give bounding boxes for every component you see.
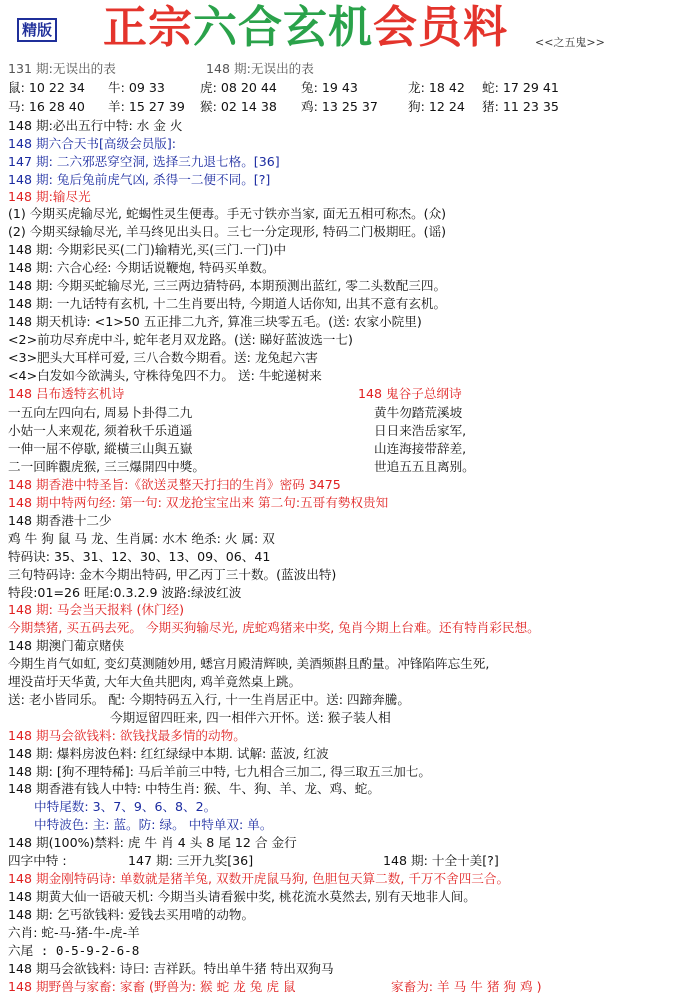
wave-color-line: 148 期: 爆料房波色料: 红红绿绿中本期. 试解: 蓝波, 红波 — [8, 746, 329, 761]
zodiac-rabbit: 兔: 19 43 — [301, 80, 358, 95]
beggar-line: 148 期: 乞丐欲钱料: 爱钱去买用啃的动物。 — [8, 907, 255, 922]
segment-tail-wave: 特段:01=26 旺尾:0.3.2.9 波路:绿波红波 — [8, 585, 242, 600]
beasts-line: 148 期野兽与家畜: 家畜 (野兽为: 猴 蛇 龙 兔 虎 鼠 — [8, 979, 296, 994]
macau-verse-3: 送: 老小皆同乐。 配: 今期特码五入行, 十一生肖居正中。送: 四蹄奔騰。 — [8, 692, 410, 707]
four-char-label: 四字中特 : — [8, 853, 67, 868]
poem-row-3 — [8, 439, 688, 459]
lvbu-poem-line-2: 小姑一人来观花, 须着秋千乐逍遥 — [8, 423, 193, 438]
wong-tai-sin-line: 148 期黄大仙一语破天机: 今期当头请看猴中奖, 桃花流水莫然去, 别有天地非人间。 — [8, 889, 476, 904]
header — [0, 0, 690, 58]
goubuli-line: 148 期: [狗不理特稀]: 马后羊前三中特, 七九相合三加二, 得三取五三加七。 — [8, 764, 431, 779]
beasts-livestock-row — [8, 977, 688, 997]
six-zodiac-line: 六肖: 蛇-马-猪-牛-虎-羊 — [8, 925, 140, 940]
jockey-club-heading: 148 期: 马会当天报料 (休门经) — [8, 602, 185, 617]
heaven-book-147: 147 期: 二六邪恶穿空洞, 选择三九退七格。[36] — [8, 154, 280, 169]
jockey-club-text: 今期禁猪, 买五码去死。 今期买狗输尽光, 虎蛇鸡猪来中奖, 兔肖今期上台难。还有特肖彩民想。 — [8, 620, 540, 635]
page-title — [103, 2, 508, 54]
table-header-row — [8, 59, 688, 79]
tail-numbers-line: 中特尾数: 3、7、9、6、8、2。 — [34, 799, 217, 814]
title-part-2: 六合玄机 — [193, 2, 373, 53]
macau-verse-4: 今期逗留四旺来, 四一相伴六开怀。送: 猴子装人相 — [110, 710, 391, 725]
macau-verse-1: 今期生肖气如虹, 变幻莫测随妙用, 蟋宫月殿清辉映, 美酒频斟且酌量。冲锋陷阵忘生死, — [8, 656, 490, 671]
zodiac-horse: 马: 16 28 40 — [8, 99, 85, 114]
hk-twelve-zodiac: 鸡 牛 狗 鼠 马 龙、生肖属: 水木 绝杀: 火 属: 双 — [8, 531, 275, 546]
snake-lose-line: 148 期: 今期买蛇输尽光, 三三两边猜特码, 本期预测出蓝红, 零二头数配三四。 — [8, 278, 447, 293]
lvbu-poem-line-3: 一伸一屈不停歇, 縱橫三山與五嶽 — [8, 441, 193, 456]
guiguzi-poem-line-1: 黄牛勿踏荒溪坡 — [374, 405, 463, 420]
two-verses-line: 148 期中特两句经: 第一句: 双龙抢宝宝出来 第二句:五哥有勢权贵知 — [8, 495, 389, 510]
zodiac-snake: 蛇: 17 29 41 — [482, 80, 559, 95]
table-header-148: 148 期:无误出的表 — [206, 61, 314, 76]
four-char-row — [8, 851, 688, 871]
six-tail-line: 六尾 : 0-5-9-2-6-8 — [8, 943, 140, 958]
zodiac-number-row-1 — [8, 78, 688, 98]
zodiac-pig: 猪: 11 23 35 — [482, 99, 559, 114]
lvbu-poem-line-1: 一五向左四向右, 周易卜卦得二九 — [8, 405, 193, 420]
edition-badge: 精版 — [17, 18, 57, 42]
rich-man-line: 148 期香港有钱人中特: 中特生肖: 猴、牛、狗、羊、龙、鸡、蛇。 — [8, 781, 380, 796]
guiguzi-poem-heading: 148 鬼谷子总纲诗 — [358, 386, 462, 401]
macau-verse-2: 埋没苗圩天华黄, 大年大鱼共肥肉, 鸡羊竟然桌上跳。 — [8, 674, 302, 689]
zodiac-goat: 羊: 15 27 39 — [108, 99, 185, 114]
zodiac-number-row-2 — [8, 97, 688, 117]
guiguzi-poem-line-4: 世追五五且离别。 — [374, 459, 475, 474]
heaven-poem-1: 148 期天机诗: <1>50 五正排二九齐, 算准三块零五毛。(送: 农家小院里) — [8, 314, 422, 329]
gate-line: 148 期: 今期彩民买(二门)输精光,买(三门.一门)中 — [8, 242, 287, 257]
poem-headings-row — [8, 384, 688, 404]
lvbu-poem-heading: 148 吕布透特玄机诗 — [8, 386, 125, 401]
title-part-3: 会员料 — [373, 2, 508, 53]
heaven-poem-3: <3>肥头大耳样可爱, 三八合数今期看。送: 龙兔起六害 — [8, 350, 318, 365]
special-code-formula: 特码诀: 35、31、12、30、13、09、06、41 — [8, 549, 271, 564]
zodiac-tiger: 虎: 08 20 44 — [200, 80, 277, 95]
heaven-book-148: 148 期: 兔后兔前虎气凶, 杀得一二便不同。[?] — [8, 172, 271, 187]
heaven-poem-2: <2>前功尽弃虎中斗, 蛇年老月双龙路。(送: 睇好蓝波选一七) — [8, 332, 353, 347]
zodiac-monkey: 猴: 02 14 38 — [200, 99, 277, 114]
money-riddle-line: 148 期马会欲钱料: 欲钱找最多情的动物。 — [8, 728, 246, 743]
author-tag: <<之五鬼>> — [535, 36, 605, 49]
three-line-poem: 三句特码诗: 金木今期出特码, 甲乙丙丁三十数。(蓝波出特) — [8, 567, 337, 582]
wave-color-odd-even-line: 中特波色: 主: 蓝。防: 绿。 中特单双: 单。 — [34, 817, 273, 832]
lvbu-poem-line-4: 二一回眸觀虎猴, 三三爆開四中獎。 — [8, 459, 205, 474]
zodiac-rooster: 鸡: 13 25 37 — [301, 99, 378, 114]
nineteen-line: 148 期: 一九话特有玄机, 十二生肖要出特, 今期道人话你知, 出其不意有玄机。 — [8, 296, 447, 311]
diamond-poem-line: 148 期金刚特码诗: 单数就是猪羊兔, 双数开虎鼠马狗, 色胆包天算二数, 千万不舍四三合。 — [8, 871, 510, 886]
forbidden-line: 148 期(100%)禁料: 虎 牛 肖 4 头 8 尾 12 合 金行 — [8, 835, 297, 850]
title-part-1: 正宗 — [103, 2, 193, 53]
edict-line: 148 期香港中特圣旨:《欲送灵整天打扫的生肖》密码 3475 — [8, 477, 341, 492]
zodiac-dog: 狗: 12 24 — [408, 99, 465, 114]
zodiac-rat: 鼠: 10 22 34 — [8, 80, 85, 95]
four-char-147: 147 期: 三开九奖[36] — [128, 853, 254, 868]
macau-heading: 148 期澳门葡京赌侠 — [8, 638, 125, 653]
poem-row-4 — [8, 457, 688, 477]
heaven-book-heading: 148 期六合天书[高级会员版]: — [8, 136, 177, 151]
lose-all-item-2: (2) 今期买绿输尽光, 羊马终见出头日。三七一分定现形, 特码二门极期旺。(谣) — [8, 224, 447, 239]
heart-sutra-line: 148 期: 六合心经: 今期话说鞭炮, 特码买单数。 — [8, 260, 275, 275]
lose-all-heading: 148 期:输尽光 — [8, 189, 91, 204]
poem-row-1 — [8, 403, 688, 423]
poem-row-2 — [8, 421, 688, 441]
hk-twelve-heading: 148 期香港十二少 — [8, 513, 112, 528]
horse-club-poem-line: 148 期马会欲钱料: 诗曰: 吉祥跃。特出单牛猪 特出双狗马 — [8, 961, 334, 976]
table-header-131: 131 期:无误出的表 — [8, 61, 116, 76]
guiguzi-poem-line-2: 日日来浩岳家军, — [374, 423, 467, 438]
guiguzi-poem-line-3: 山连海接带辞差, — [374, 441, 467, 456]
five-elements-line: 148 期:必出五行中特: 水 金 火 — [8, 118, 183, 133]
livestock-line: 家畜为: 羊 马 牛 猪 狗 鸡 ) — [391, 979, 542, 994]
zodiac-dragon: 龙: 18 42 — [408, 80, 465, 95]
lose-all-item-1: (1) 今期买虎输尽光, 蛇蝎性灵生便毒。手无寸铁亦当家, 面无五相可称杰。(众) — [8, 206, 447, 221]
four-char-148: 148 期: 十全十美[?] — [383, 853, 499, 868]
zodiac-ox: 牛: 09 33 — [108, 80, 165, 95]
heaven-poem-4: <4>白发如今欲满头, 守株待兔四不力。 送: 牛蛇递树来 — [8, 368, 322, 383]
